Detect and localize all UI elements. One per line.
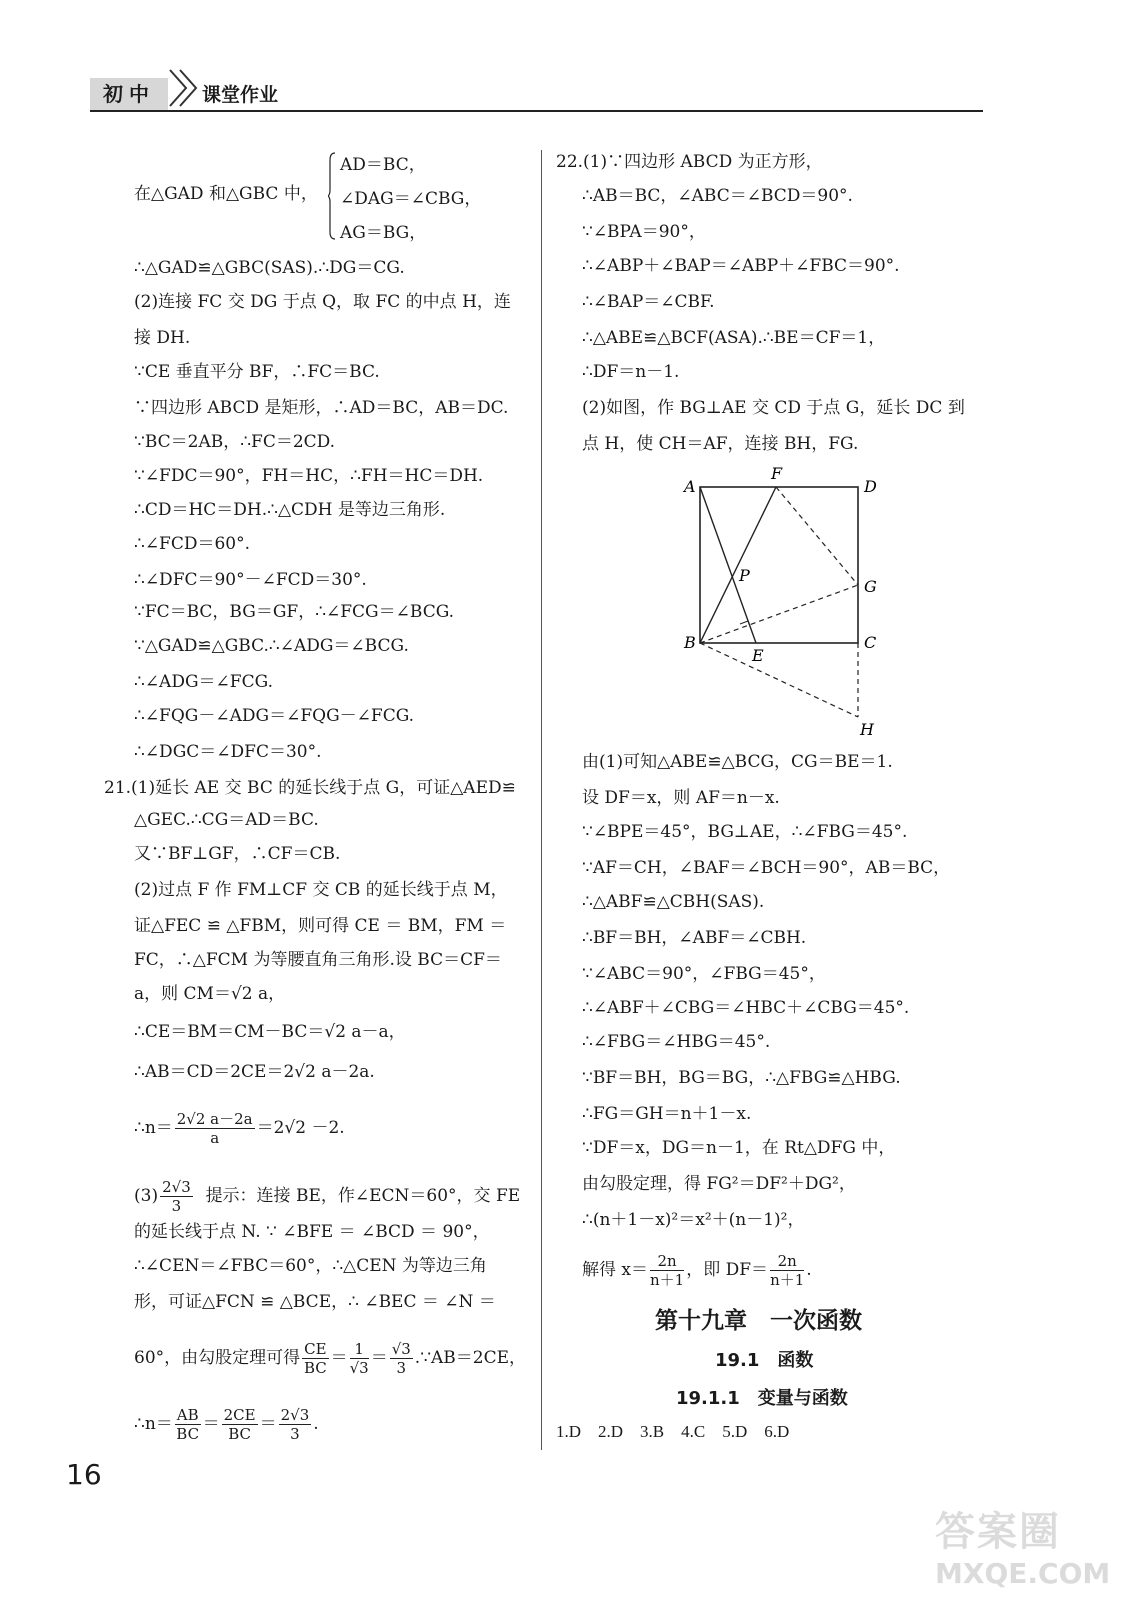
denominator: √3 xyxy=(349,1359,369,1377)
denominator: n＋1 xyxy=(770,1271,805,1289)
text-line: ∴△ABE≌△BCF(ASA).∴BE＝CF＝1， xyxy=(582,328,886,348)
text-line: ∵∠FDC＝90°，FH＝HC，∴FH＝HC＝DH. xyxy=(134,466,484,486)
text: . xyxy=(806,1260,812,1280)
text-line: (2)如图，作 BG⊥AE 交 CD 于点 G，延长 DC 到 xyxy=(582,398,965,418)
denominator: a xyxy=(210,1129,220,1147)
system-prefix: 在△GAD 和△GBC 中， xyxy=(134,184,318,204)
text-line: ∵AF＝CH，∠BAF＝∠BCH＝90°，AB＝BC， xyxy=(582,858,951,878)
label-h: H xyxy=(860,720,874,739)
numerator: AB xyxy=(176,1406,199,1424)
answer-key: 1.D 2.D 3.B 4.C 5.D 6.D xyxy=(556,1422,790,1441)
fraction xyxy=(175,1110,255,1147)
watermark-logo xyxy=(935,1500,1125,1595)
denominator: n＋1 xyxy=(650,1271,685,1289)
denominator: BC xyxy=(303,1359,327,1377)
text-line: ∴△GAD≌△GBC(SAS).∴DG＝CG. xyxy=(134,258,405,278)
numerator: 2n xyxy=(770,1252,804,1271)
numerator: 1 xyxy=(350,1340,369,1359)
segment-bf xyxy=(700,487,776,643)
text-line: ∴CE＝BM＝CM－BC＝√2 a－a， xyxy=(134,1022,406,1042)
text-line: ∵四边形 ABCD 是矩形，∴AD＝BC，AB＝DC. xyxy=(134,398,509,418)
text-line: 22.(1)∵四边形 ABCD 为正方形， xyxy=(556,152,823,172)
segment-fg xyxy=(776,487,858,585)
numerator: √3 xyxy=(391,1340,411,1358)
numerator: CE xyxy=(304,1340,327,1358)
text-line: (2)连接 FC 交 DG 于点 Q，取 FC 的中点 H，连 xyxy=(134,292,511,312)
system-row: ∠DAG＝∠CBG， xyxy=(340,189,482,209)
equation-system xyxy=(322,148,522,243)
final-line: ∴n＝ $\frac{AB}{BC}$ ＝ $\frac{2CE}{BC}$ ＝ $\frac{2√3}{3}$ . xyxy=(134,1406,319,1443)
numerator: 2CE xyxy=(223,1406,256,1424)
system-row: AD＝BC， xyxy=(340,155,426,175)
watermark-top: 答案圈 xyxy=(935,1509,1061,1555)
text: . xyxy=(313,1414,319,1434)
fraction xyxy=(350,1340,369,1377)
header-level: 初中 xyxy=(90,78,168,110)
text-line: ∴AB＝BC，∠ABC＝∠BCD＝90°. xyxy=(582,186,853,206)
text-line: ∴∠ABP＋∠BAP＝∠ABP＋∠FBC＝90°. xyxy=(582,256,900,276)
fraction xyxy=(175,1406,201,1443)
denominator: 3 xyxy=(396,1359,407,1377)
fraction xyxy=(770,1252,804,1289)
text-line: ∴∠FBG＝∠HBG＝45°. xyxy=(582,1032,771,1052)
text-line: ∵∠BPA＝90°， xyxy=(582,222,706,242)
text-line: 证△FEC ≌ △FBM，则可得 CE ＝ BM，FM ＝ xyxy=(134,916,507,936)
text-line: ∴∠FCD＝60°. xyxy=(134,534,251,554)
text-line: 接 DH. xyxy=(134,328,191,348)
text-line: ∴FG＝GH＝n＋1－x. xyxy=(582,1104,752,1124)
text: (3) xyxy=(134,1186,159,1206)
system-row: AG＝BG， xyxy=(340,223,427,243)
text-line: ∴∠CEN＝∠FBC＝60°，∴△CEN 为等边三角 xyxy=(134,1256,487,1276)
text-line: 由(1)可知△ABE≌△BCG，CG＝BE＝1. xyxy=(582,752,893,772)
text: ∴n＝ xyxy=(134,1118,173,1138)
text-line: ∵△GAD≌△GBC.∴∠ADG＝∠BCG. xyxy=(134,636,409,656)
column-divider xyxy=(541,150,542,1450)
text-line: 形，可证△FCN ≌ △BCE，∴ ∠BEC ＝ ∠N ＝ xyxy=(134,1292,496,1312)
text-line: 21.(1)延长 AE 交 BC 的延长线于点 G，可证△AED≌ xyxy=(104,778,516,798)
geometry-figure xyxy=(676,465,896,745)
label-d: D xyxy=(864,477,877,496)
text: 60°，由勾股定理可得 xyxy=(134,1348,301,1368)
segment-ae xyxy=(700,487,756,643)
text: ，即 DF＝ xyxy=(686,1260,769,1280)
numerator: 2√2 a－2a xyxy=(176,1110,253,1128)
header-title: 课堂作业 xyxy=(202,84,279,106)
text-line: ∴BF＝BH，∠ABF＝∠CBH. xyxy=(582,928,807,948)
text-line: ∴∠ADG＝∠FCG. xyxy=(134,672,273,692)
text-line: (2)过点 F 作 FM⊥CF 交 CB 的延长线于点 M， xyxy=(134,880,508,900)
label-c: C xyxy=(864,633,877,652)
subsection-title: 19.1.1 变量与函数 xyxy=(676,1388,848,1409)
ratio-line: 60°，由勾股定理可得 $\frac{CE}{BC}$ ＝ $\frac{1}{√3}$ ＝ $\frac{√3}{3}$ .∵AB＝2CE， xyxy=(134,1340,527,1377)
page-number: 16 xyxy=(66,1458,102,1491)
text-line: △GEC.∴CG＝AD＝BC. xyxy=(134,810,319,830)
text-line: ∵BF＝BH，BG＝BG，∴△FBG≌△HBG. xyxy=(582,1068,901,1088)
n-equation xyxy=(134,1110,345,1147)
text-line: ∵DF＝x，DG＝n－1，在 Rt△DFG 中， xyxy=(582,1138,896,1158)
text-line: a，则 CM＝√2 a， xyxy=(134,984,286,1004)
text-line: ∴∠ABF＋∠CBG＝∠HBC＋∠CBG＝45°. xyxy=(582,998,910,1018)
text-line: 设 DF＝x，则 AF＝n－x. xyxy=(582,788,780,808)
denominator: BC xyxy=(228,1425,251,1443)
text-line: ∵BC＝2AB，∴FC＝2CD. xyxy=(134,432,336,452)
text-line: ∵CE 垂直平分 BF，∴FC＝BC. xyxy=(134,362,380,382)
denominator: 3 xyxy=(171,1197,182,1215)
text-line: ∴CD＝HC＝DH.∴△CDH 是等边三角形. xyxy=(134,500,446,520)
numerator: 2√3 xyxy=(162,1178,191,1196)
denominator: BC xyxy=(176,1425,200,1443)
solve-line xyxy=(582,1252,812,1289)
text-line: ∴∠DGC＝∠DFC＝30°. xyxy=(134,742,322,762)
text-line: ∵∠BPE＝45°，BG⊥AE，∴∠FBG＝45°. xyxy=(582,822,908,842)
text-line: 由勾股定理，得 FG²＝DF²＋DG²， xyxy=(582,1174,856,1194)
text-line: ∴△ABF≌△CBH(SAS). xyxy=(582,892,765,912)
text-line: 又∵BF⊥GF，∴CF＝CB. xyxy=(134,844,341,864)
fraction xyxy=(279,1406,312,1443)
label-a: A xyxy=(684,477,696,496)
text-line: ∴DF＝n－1. xyxy=(582,362,680,382)
numerator: 2n xyxy=(650,1252,684,1271)
text-line: ∵∠ABC＝90°，∠FBG＝45°， xyxy=(582,964,826,984)
text-line: 的延长线于点 N. ∵ ∠BFE ＝ ∠BCD ＝ 90°， xyxy=(134,1222,490,1242)
chevron-right-icon xyxy=(166,66,206,110)
label-f: F xyxy=(771,465,783,483)
text: .∵AB＝2CE， xyxy=(414,1348,527,1368)
watermark-bottom: MXQE.COM xyxy=(935,1557,1111,1590)
page-header xyxy=(90,66,983,112)
text-line: ∵FC＝BC，BG＝GF，∴∠FCG＝∠BCG. xyxy=(134,602,455,622)
text-line: ∴AB＝CD＝2CE＝2√2 a－2a. xyxy=(134,1062,375,1082)
text-line: ∴(n＋1－x)²＝x²＋(n－1)²， xyxy=(582,1210,805,1230)
square-abcd xyxy=(700,487,858,643)
section-title: 19.1 函数 xyxy=(715,1350,814,1371)
fraction xyxy=(390,1340,413,1377)
text: 解得 x＝ xyxy=(582,1260,648,1280)
text: ＝2√2 －2. xyxy=(256,1118,345,1138)
label-e: E xyxy=(752,646,764,665)
text-line: ∴∠FQG－∠ADG＝∠FQG－∠FCG. xyxy=(134,706,415,726)
header-rule xyxy=(90,110,983,112)
text-line: ∴∠BAP＝∠CBF. xyxy=(582,292,715,312)
chapter-title: 第十九章 一次函数 xyxy=(655,1308,862,1334)
segment-bh xyxy=(700,643,858,717)
fraction xyxy=(302,1340,328,1377)
label-b: B xyxy=(684,633,696,652)
label-g: G xyxy=(864,577,877,596)
fraction xyxy=(222,1406,258,1443)
part3-heading xyxy=(134,1178,520,1215)
fraction xyxy=(650,1252,684,1289)
fraction xyxy=(160,1178,193,1215)
text: ∴n＝ xyxy=(134,1414,173,1434)
label-p: P xyxy=(739,566,750,585)
text-line: FC，∴△FCM 为等腰直角三角形.设 BC＝CF＝ xyxy=(134,950,502,970)
brace-icon xyxy=(328,152,336,240)
numerator: 2√3 xyxy=(280,1406,310,1424)
text-line: ∴∠DFC＝90°－∠FCD＝30°. xyxy=(134,570,367,590)
right-angle-mark xyxy=(740,621,751,629)
denominator: 3 xyxy=(290,1425,300,1443)
text: 提示：连接 BE，作∠ECN＝60°，交 FE xyxy=(205,1186,521,1206)
text-line: 点 H，使 CH＝AF，连接 BH，FG. xyxy=(582,434,859,454)
